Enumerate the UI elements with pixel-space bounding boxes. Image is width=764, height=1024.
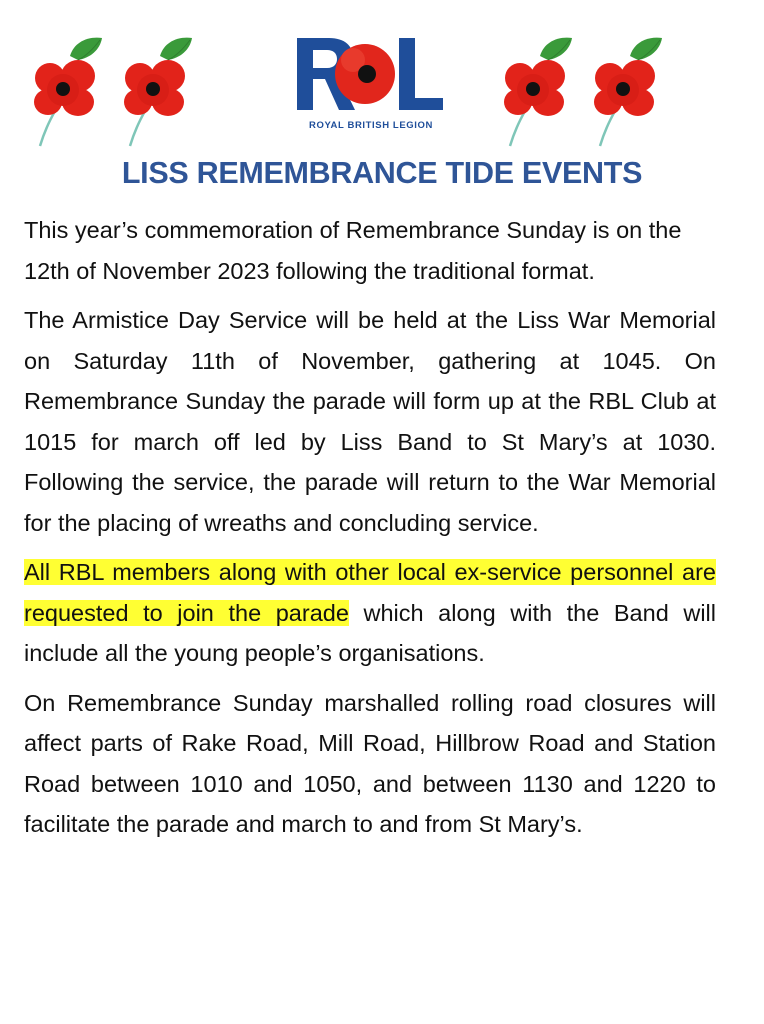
logo-caption: ROYAL BRITISH LEGION [309, 120, 433, 131]
paragraph-request [24, 552, 716, 674]
rbl-logo-mark [293, 32, 449, 116]
poppy-icon [30, 34, 106, 150]
paragraph-schedule: The Armistice Day Service will be held at the Liss War Memorial on Saturday 11th of November, gathering at 1045. On Remembrance Sunday the parade will form up at the RBL Club at 1015 for march off led by Liss Band to St Mary’s at 1030. Following the service, the parade will return to the War Memorial for the placing of wreaths and concluding service. [24, 307, 716, 536]
poppy-icon [590, 34, 666, 150]
body-text [24, 210, 716, 854]
poppy-icon [120, 34, 196, 150]
header [0, 0, 764, 160]
highlighted-request: All RBL members along with other local ex-service personnel are requested to join the parade [24, 559, 716, 626]
request-continuation: which along with the Band will include all the young people’s organisations. [24, 599, 716, 666]
rbl-logo [293, 32, 449, 136]
paragraph-intro: This year’s commemoration of Remembrance Sunday is on the 12th of November 2023 following the traditional format. [24, 217, 682, 284]
page-title: LISS REMEMBRANCE TIDE EVENTS [121, 156, 643, 190]
poppy-icon [500, 34, 576, 150]
paragraph-road-closures: On Remembrance Sunday marshalled rolling road closures will affect parts of Rake Road, Mill Road, Hillbrow Road and Station Road between 1010 and 1050, and between 1130 and 1220 to facilitate the parade and march to and from St Mary’s. [24, 689, 716, 837]
